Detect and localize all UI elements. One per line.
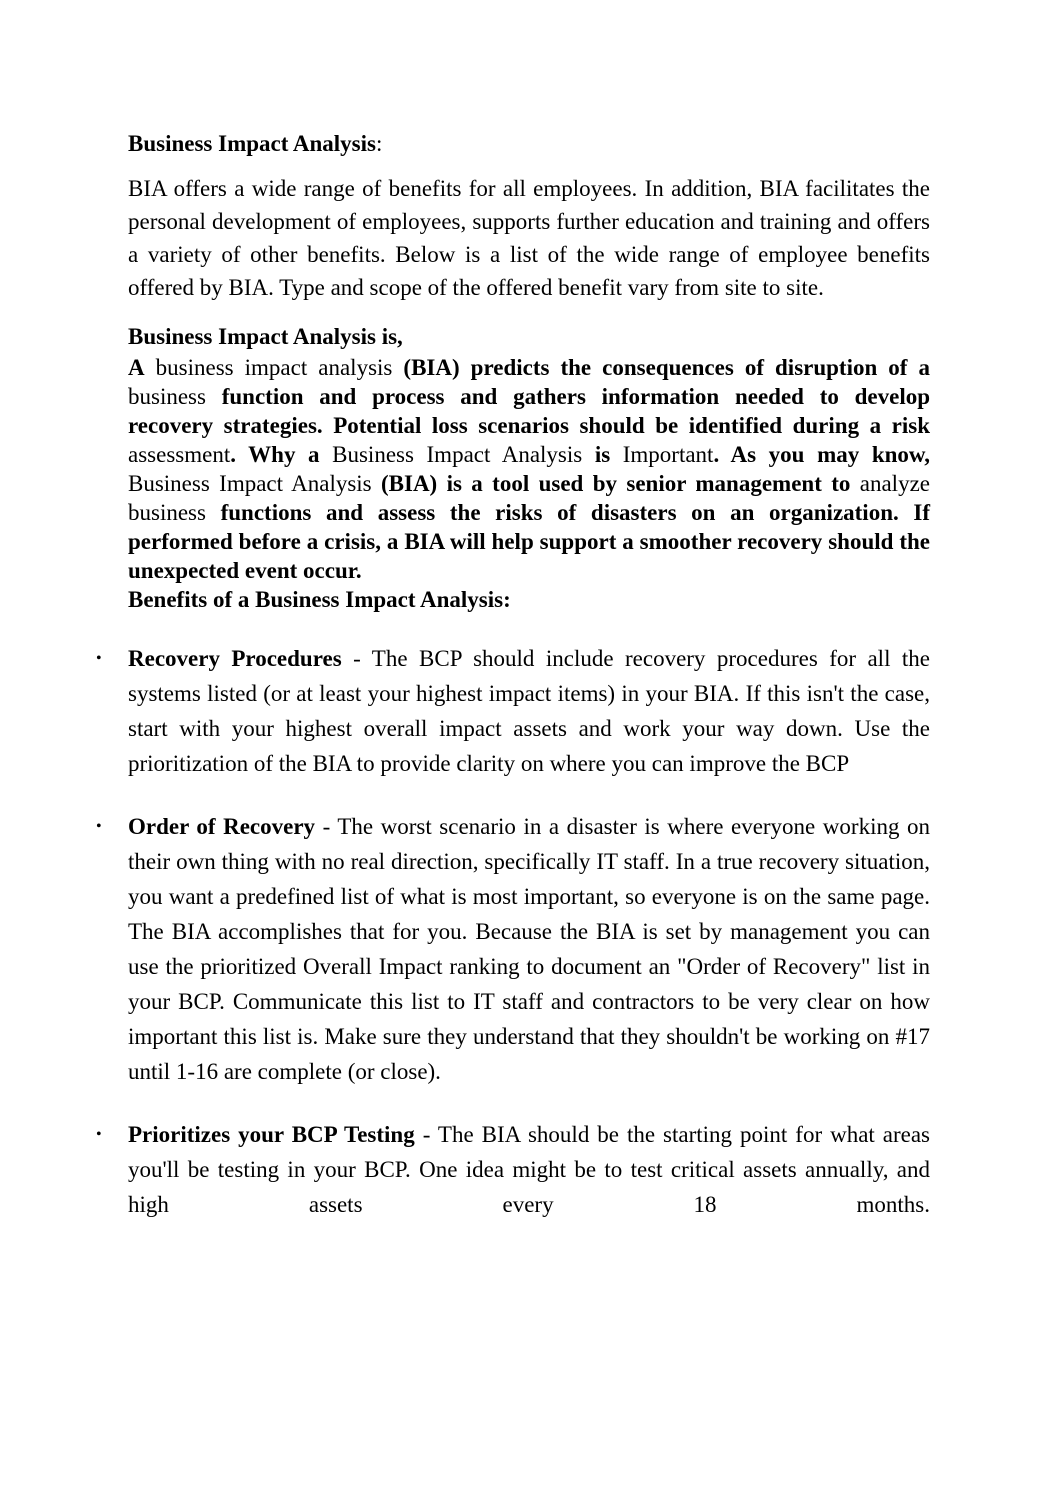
definition-run: is [594,442,611,467]
benefit-body: - The worst scenario in a disaster is where everyone working on their own thing with no real direction, specifically IT staff. In a true recovery situation, you want a predefined list of what is most important, so everyone is on the same page. The BIA accomplishes that for you. Because the BIA is set by management you can use the prioritized Overall Impact ranking to document an "Order of Recovery" list in your BCP. Communicate this list to IT staff and contractors to be very clear on how important this list is. Make sure they understand that they shouldn't be working on #17 until 1-16 are complete (or close). [128,814,930,1084]
definition-run: business impact analysis [144,355,404,380]
intro-paragraph: BIA offers a wide range of benefits for all employees. In addition, BIA facilitates the personal development of employees, supports further education and training and offers a variety of other benefits. Below is a list of the wide range of employee benefits offered by BIA. Type and scope of the offered benefit vary from site to site. [128,176,930,300]
definition-run: functions and assess the risks of disasters on an organization. If performed before a crisis, a BIA will help support a smoother recovery should the unexpected event occur. [128,500,930,583]
definition-run: A [128,355,145,380]
list-item-recovery-procedures [96,641,930,781]
section-heading-bia [128,128,930,160]
benefit-title: Order of Recovery [128,814,316,839]
benefit-body: - The BIA should be the starting point for what areas you'll be testing in your BCP. One idea might be to test critical assets annually, and high assets every 18 months. [128,1122,930,1217]
heading-text: Business Impact Analysis [128,131,376,156]
definition-run: function and process and gathers information needed to develop recovery strategies. Potential loss scenarios should be identified during a risk [128,384,930,438]
definition-run: (BIA) is a tool used by senior management to [381,471,851,496]
definition-paragraph [128,353,930,585]
definition-run: assessment [128,442,231,467]
document-page [96,128,930,1250]
definition-run: Business Impact Analysis [128,471,381,496]
bullet-icon: • [96,1126,102,1143]
benefits-list [96,641,930,1222]
heading-colon: : [375,131,383,156]
list-item-order-of-recovery [96,809,930,1089]
bullet-icon: • [96,818,102,835]
benefits-heading: Benefits of a Business Impact Analysis: [128,587,511,612]
list-item-bcp-testing [96,1117,930,1222]
benefit-title: Recovery Procedures [128,646,342,671]
definition-run: business [128,384,222,409]
definition-run: . As you may know, [713,442,930,467]
definition-run: Business Impact Analysis [319,442,595,467]
definition-heading: Business Impact Analysis is, [128,324,403,349]
definition-run: Important [610,442,714,467]
definition-run: . Why a [230,442,320,467]
bullet-icon: • [96,650,102,667]
benefit-body: - The BCP should include recovery procedures for all the systems listed (or at least your highest impact items) in your BIA. If this isn't the case, start with your highest overall impact assets and work your way down. Use the prioritization of the BIA to provide clarity on where you can improve the BCP [128,646,930,776]
definition-run: analyze business [128,471,930,525]
benefit-title: Prioritizes your BCP Testing [128,1122,415,1147]
definition-block [128,321,930,614]
definition-run: (BIA) predicts the consequences of disruption of a [403,355,930,380]
